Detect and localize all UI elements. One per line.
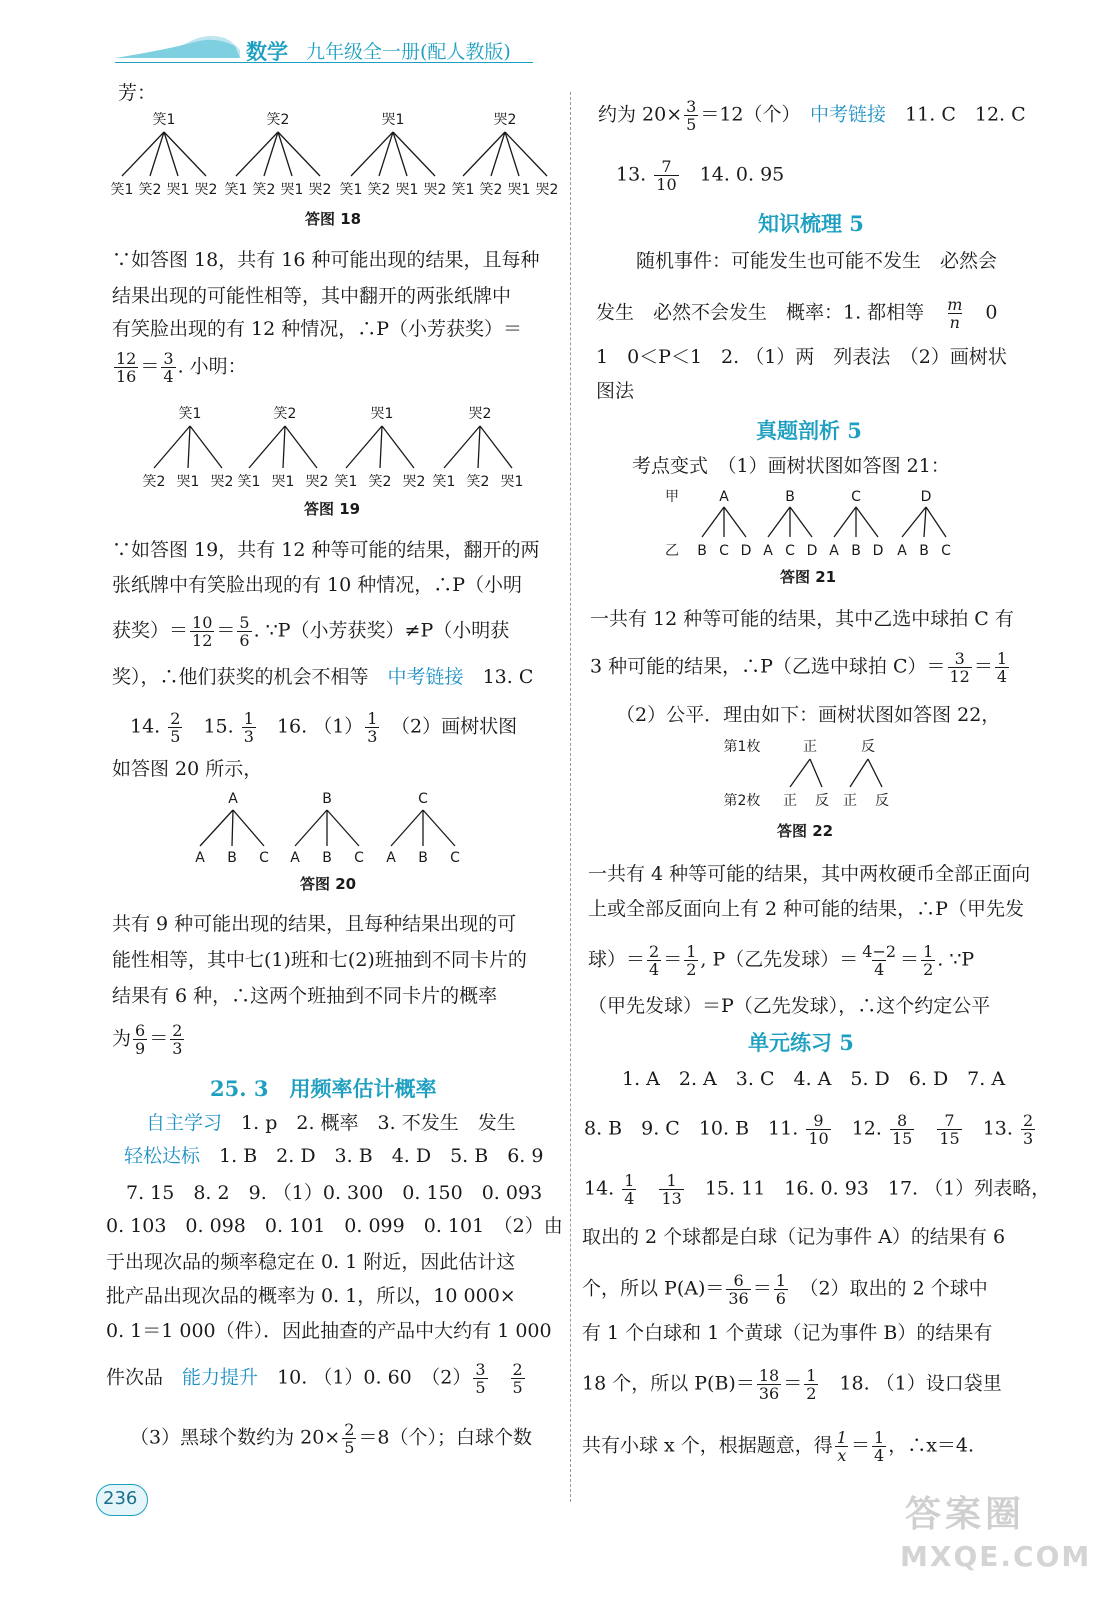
fraction: $\frac{10}{12}$ (192, 613, 213, 650)
fraction: $\frac{2}{4}$ (649, 942, 660, 979)
fraction: $\frac{1}{6}$ (775, 1271, 786, 1308)
fraction: $\frac{7}{15}$ (939, 1111, 960, 1148)
tree18-root-3: 哭1 (381, 112, 405, 128)
tree19-leaf: 笑1 (237, 474, 261, 490)
fraction: $\frac{1}{x}$ (836, 1428, 847, 1465)
tree20-leaf: B (227, 850, 237, 866)
fraction: $\frac{1}{2}$ (806, 1366, 817, 1403)
tree20-leaf: B (418, 850, 428, 866)
tree-diagram-19 (130, 404, 550, 499)
tree22-label-bottom: 第2枚 (723, 793, 761, 809)
tree18-leaf: 笑1 (339, 182, 363, 198)
tree19-root-4: 哭2 (468, 406, 492, 422)
fraction: $\frac{1}{4}$ (996, 649, 1008, 686)
left-para-4: $\frac{12}{16}$ ＝ $\frac{3}{4}$ . 小明： (116, 349, 247, 386)
left-para-12: 能性相等，其中七(1)班和七(2)班抽到不同卡片的 (112, 949, 527, 971)
tree18-leaf: 笑1 (110, 182, 134, 198)
fraction: $\frac{1}{2}$ (686, 942, 697, 979)
right-para-12: 上或全部反面向上有 2 种可能的结果，∴P（甲先发 (588, 898, 1024, 920)
tree19-root-3: 哭1 (370, 406, 394, 422)
tag-easy-standard: 轻松达标 (124, 1145, 201, 1167)
left-para-10: 如答图 20 所示， (112, 758, 263, 780)
tree-diagram-18 (108, 110, 568, 210)
left-para-18: 0. 103 0. 098 0. 101 0. 099 0. 101 （2）由 (106, 1215, 563, 1237)
tree22-root-2: 反 (861, 739, 875, 755)
section-heading-25-3 (210, 1073, 436, 1103)
fraction: $\frac{6}{9}$ (135, 1021, 146, 1058)
right-para-6: 图法 (596, 380, 635, 402)
fraction: $\frac{4-2}{4}$ (862, 942, 897, 979)
tag-exam-link: 中考链接 (810, 103, 887, 126)
left-para-11: 共有 9 种可能出现的结果，且每种结果出现的可 (112, 913, 517, 935)
fraction: $\frac{3}{5}$ (686, 97, 697, 134)
tree20-root-2: B (322, 791, 332, 807)
heading-unit-exercise: 单元练习 5 (748, 1030, 854, 1055)
column-divider (570, 92, 571, 1502)
left-para-14: 为 $\frac{6}{9}$ ＝ $\frac{2}{3}$ (112, 1021, 183, 1058)
tree18-root-2: 笑2 (266, 112, 290, 128)
tree22-leaf: 反 (875, 793, 889, 809)
right-para-16: 8. B 9. C 10. B 11. $\frac{9}{10}$ 12. $\frac{8}{15}$ $\frac{7}{15}$ 13. $\frac{2}{3}$ (584, 1111, 1034, 1148)
tree21-label-bottom: 乙 (665, 543, 679, 559)
tree18-root-4: 哭2 (493, 112, 517, 128)
tree19-leaf: 哭2 (210, 474, 234, 490)
caption-tree-21: 答图 21 (780, 568, 837, 586)
tree20-root-3: C (418, 791, 428, 807)
tree18-leaf: 哭2 (308, 182, 332, 198)
right-para-9: 3 种可能的结果，∴P（乙选中球拍 C）＝ $\frac{3}{12}$ ＝ $\frac{1}{4}$ (590, 649, 1008, 686)
tree18-leaf: 哭2 (423, 182, 447, 198)
left-para-3: 有笑脸出现的有 12 种情况，∴P（小芳获奖）＝ (112, 318, 523, 340)
fraction: $\frac{12}{16}$ (116, 349, 137, 386)
tree21-root-3: C (851, 489, 861, 505)
header-subject: 数学 (246, 39, 288, 64)
tree18-leaf: 笑2 (479, 182, 503, 198)
fraction: $\frac{3}{4}$ (163, 349, 174, 386)
tree18-leaf: 哭1 (395, 182, 419, 198)
tag-ability-up: 能力提升 (182, 1366, 259, 1389)
left-para-16: 轻松达标 1. B 2. D 3. B 4. D 5. B 6. 9 (124, 1145, 544, 1167)
tree19-leaf: 哭1 (176, 474, 200, 490)
tree18-leaf: 哭1 (280, 182, 304, 198)
tree18-leaf: 笑1 (224, 182, 248, 198)
tree20-leaves (195, 850, 460, 866)
tree18-leaf: 笑2 (138, 182, 162, 198)
left-para-17: 7. 15 8. 2 9. （1）0. 300 0. 150 0. 093 (126, 1182, 543, 1204)
left-para-8: 奖），∴他们获奖的机会不相等 中考链接 13. C (112, 666, 534, 688)
right-para-13: 球）＝ $\frac{2}{4}$ ＝ $\frac{1}{2}$ , P（乙先发球）＝ $\frac{4-2}{4}$ ＝ $\frac{1}{2}$ . ∵P (588, 942, 975, 979)
right-para-1: 约为 20× $\frac{3}{5}$ ＝12（个） 中考链接 11. C 12. C (598, 97, 1026, 134)
left-para-1: ∵如答图 18，共有 16 种可能出现的结果，且每种 (112, 249, 540, 271)
right-para-2: 13. $\frac{7}{10}$ 14. 0. 95 (616, 157, 785, 194)
tree19-leaf: 哭2 (305, 474, 329, 490)
left-para-20: 批产品出现次品的概率为 0. 1，所以，10 000× (106, 1285, 516, 1307)
header-rule (115, 62, 533, 63)
left-para-7: 获奖）＝ $\frac{10}{12}$ ＝ $\frac{5}{6}$ . ∵P（小芳获奖）≠P（小明获 (112, 613, 510, 650)
tree19-leaf: 哭2 (402, 474, 426, 490)
tree20-leaf: A (386, 850, 396, 866)
tree18-branches (122, 132, 547, 176)
left-para-13: 结果有 6 种，∴这两个班抽到不同卡片的概率 (112, 985, 498, 1007)
tree18-leaf: 哭1 (166, 182, 190, 198)
tree19-root-2: 笑2 (273, 406, 297, 422)
tree21-leaf: C (785, 543, 795, 559)
right-para-18: 取出的 2 个球都是白球（记为事件 A）的结果有 6 (582, 1226, 1006, 1248)
watermark-text-bottom: MXQE.COM (900, 1540, 1092, 1573)
right-para-8: 一共有 12 种等可能的结果，其中乙选中球拍 C 有 (590, 608, 1014, 630)
tree18-leaf: 哭2 (194, 182, 218, 198)
tree18-leaf: 笑2 (252, 182, 276, 198)
right-para-3: 随机事件：可能发生也可能不发生 必然会 (636, 250, 998, 272)
tree22-leaf: 反 (815, 793, 829, 809)
left-para-5: ∵如答图 19，共有 12 种等可能的结果，翻开的两 (112, 539, 540, 561)
fraction: $\frac{1}{4}$ (874, 1428, 885, 1465)
tree19-leaf: 笑2 (466, 474, 490, 490)
left-para-6: 张纸牌中有笑脸出现的有 10 种情况，∴P（小明 (112, 574, 523, 596)
tree21-leaf: B (697, 543, 707, 559)
right-para-22: 共有小球 x 个，根据题意，得 $\frac{1}{x}$ ＝ $\frac{1}{4}$ ，∴x＝4. (582, 1428, 975, 1465)
tree18-leaves (111, 182, 559, 198)
tree-diagram-21 (660, 485, 960, 565)
caption-tree-20: 答图 20 (300, 875, 357, 893)
tree21-leaf: A (829, 543, 839, 559)
tree21-root-4: D (920, 489, 932, 505)
section-number: 25. 3 (210, 1076, 269, 1101)
fraction: $\frac{1}{3}$ (243, 709, 254, 746)
tree20-leaf: A (195, 850, 205, 866)
left-para-9: 14. $\frac{2}{5}$ 15. $\frac{1}{3}$ 16. （1） $\frac{1}{3}$ （2）画树状图 (130, 709, 518, 746)
tree21-leaf: A (763, 543, 773, 559)
tag-self-study: 自主学习 (146, 1112, 223, 1134)
tree19-leaf: 笑2 (368, 474, 392, 490)
tree22-leaves (783, 793, 889, 809)
tree21-branches (702, 507, 946, 537)
tree-diagram-20 (188, 790, 478, 870)
left-line-1: 芳： (118, 82, 157, 104)
tree21-root-1: A (719, 489, 729, 505)
tree19-leaf: 哭1 (500, 474, 524, 490)
tree20-leaf: C (354, 850, 364, 866)
tree19-leaves (143, 474, 524, 490)
right-para-5: 1 0＜P＜1 2. （1）两 列表法 （2）画树状 (596, 346, 1007, 368)
fraction: $\frac{1}{3}$ (367, 709, 378, 746)
fraction: $\frac{18}{36}$ (758, 1366, 780, 1403)
tree19-branches (154, 426, 512, 468)
fraction: $\frac{2}{5}$ (512, 1360, 523, 1397)
fraction: $\frac{9}{10}$ (808, 1111, 829, 1148)
fraction: $\frac{2}{5}$ (170, 709, 181, 746)
page-number: 236 (103, 1488, 138, 1509)
fraction: $\frac{2}{5}$ (344, 1420, 355, 1457)
right-para-19: 个，所以 P(A)＝ $\frac{6}{36}$ ＝ $\frac{1}{6}$ （2）取出的 2 个球中 (582, 1271, 988, 1308)
tree18-leaf: 笑2 (367, 182, 391, 198)
left-para-15: 自主学习 1. p 2. 概率 3. 不发生 发生 (146, 1112, 516, 1134)
tree21-leaf: C (941, 543, 951, 559)
caption-tree-22: 答图 22 (777, 822, 834, 840)
tree-diagram-22 (716, 735, 906, 815)
tree18-root-1: 笑1 (152, 112, 176, 128)
right-para-14: （甲先发球）＝P（乙先发球），∴这个约定公平 (588, 995, 991, 1017)
tree21-leaf: B (851, 543, 861, 559)
fraction: $\frac{1}{13}$ (661, 1171, 682, 1208)
caption-tree-18: 答图 18 (305, 210, 362, 228)
tree19-root-1: 笑1 (178, 406, 202, 422)
tree19-leaf: 笑1 (432, 474, 456, 490)
tree19-leaf: 笑1 (334, 474, 358, 490)
tree20-branches (200, 810, 455, 846)
right-para-4: 发生 必然不会发生 概率：1. 都相等 $\frac{m}{n}$ 0 (596, 295, 998, 332)
header-book: 九年级全一册(配人教版) (306, 41, 511, 63)
right-para-15: 1. A 2. A 3. C 4. A 5. D 6. D 7. A (622, 1068, 1006, 1090)
right-para-7: 考点变式 （1）画树状图如答图 21： (632, 455, 950, 477)
fraction: $\frac{1}{4}$ (624, 1171, 635, 1208)
tree22-leaf: 正 (783, 793, 797, 809)
left-para-23: （3）黑球个数约为 20× $\frac{2}{5}$ ＝8（个）；白球个数 (130, 1420, 533, 1457)
tree18-leaf: 笑1 (451, 182, 475, 198)
tree20-leaf: C (450, 850, 460, 866)
tag-exam-link: 中考链接 (387, 666, 464, 688)
heading-exam-analysis: 真题剖析 5 (756, 418, 862, 443)
right-para-10: （2）公平．理由如下：画树状图如答图 22， (616, 704, 1001, 726)
tree20-leaf: C (259, 850, 269, 866)
tree22-label-top: 第1枚 (723, 739, 761, 755)
fraction: $\frac{m}{n}$ (947, 295, 963, 332)
tree20-leaf: B (322, 850, 332, 866)
heading-knowledge-review: 知识梳理 5 (758, 211, 864, 236)
fraction: $\frac{7}{10}$ (656, 157, 677, 194)
tree18-leaf: 哭1 (507, 182, 531, 198)
fraction: $\frac{5}{6}$ (239, 613, 250, 650)
right-para-11: 一共有 4 种等可能的结果，其中两枚硬币全部正面向 (588, 863, 1031, 885)
left-para-19: 于出现次品的频率稳定在 0. 1 附近，因此估计这 (106, 1251, 516, 1273)
tree19-leaf: 笑2 (142, 474, 166, 490)
header-wave-decoration (115, 28, 240, 62)
fraction: $\frac{3}{12}$ (949, 649, 970, 686)
section-title: 用频率估计概率 (289, 1076, 437, 1101)
tree21-root-2: B (785, 489, 795, 505)
fraction: $\frac{8}{15}$ (891, 1111, 913, 1148)
tree18-leaf: 哭2 (535, 182, 559, 198)
left-para-22: 件次品 能力提升 10. （1）0. 60 （2） $\frac{3}{5}$ $\frac{2}{5}$ (106, 1360, 523, 1397)
tree19-leaf: 哭1 (271, 474, 295, 490)
tree22-branches (790, 759, 882, 787)
tree22-root-1: 正 (803, 739, 817, 755)
watermark-text-top: 答案圈 (905, 1493, 1026, 1535)
tree21-leaf: D (806, 543, 818, 559)
left-para-21: 0. 1＝1 000（件）．因此抽查的产品中大约有 1 000 (106, 1320, 552, 1342)
tree20-leaf: A (290, 850, 300, 866)
caption-tree-19: 答图 19 (304, 500, 361, 518)
tree21-label-top: 甲 (665, 489, 679, 505)
fraction: $\frac{2}{3}$ (1022, 1111, 1034, 1148)
right-para-20: 有 1 个白球和 1 个黄球（记为事件 B）的结果有 (582, 1322, 993, 1344)
tree21-leaf: A (897, 543, 907, 559)
tree21-leaf: D (872, 543, 884, 559)
tree22-leaf: 正 (843, 793, 857, 809)
fraction: $\frac{2}{3}$ (172, 1021, 183, 1058)
tree21-leaf: D (740, 543, 752, 559)
fraction: $\frac{6}{36}$ (728, 1271, 749, 1308)
tree21-leaves (697, 543, 951, 559)
left-para-2: 结果出现的可能性相等，其中翻开的两张纸牌中 (112, 285, 512, 307)
fraction: $\frac{1}{2}$ (923, 942, 934, 979)
fraction: $\frac{3}{5}$ (475, 1360, 486, 1397)
right-para-21: 18 个，所以 P(B)＝ $\frac{18}{36}$ ＝ $\frac{1}{2}$ 18. （1）设口袋里 (582, 1366, 1002, 1403)
tree20-root-1: A (228, 791, 238, 807)
tree21-leaf: C (719, 543, 729, 559)
right-para-17: 14. $\frac{1}{4}$ $\frac{1}{13}$ 15. 11 16. 0. 93 17. （1）列表略， (584, 1171, 1051, 1208)
tree21-leaf: B (919, 543, 929, 559)
